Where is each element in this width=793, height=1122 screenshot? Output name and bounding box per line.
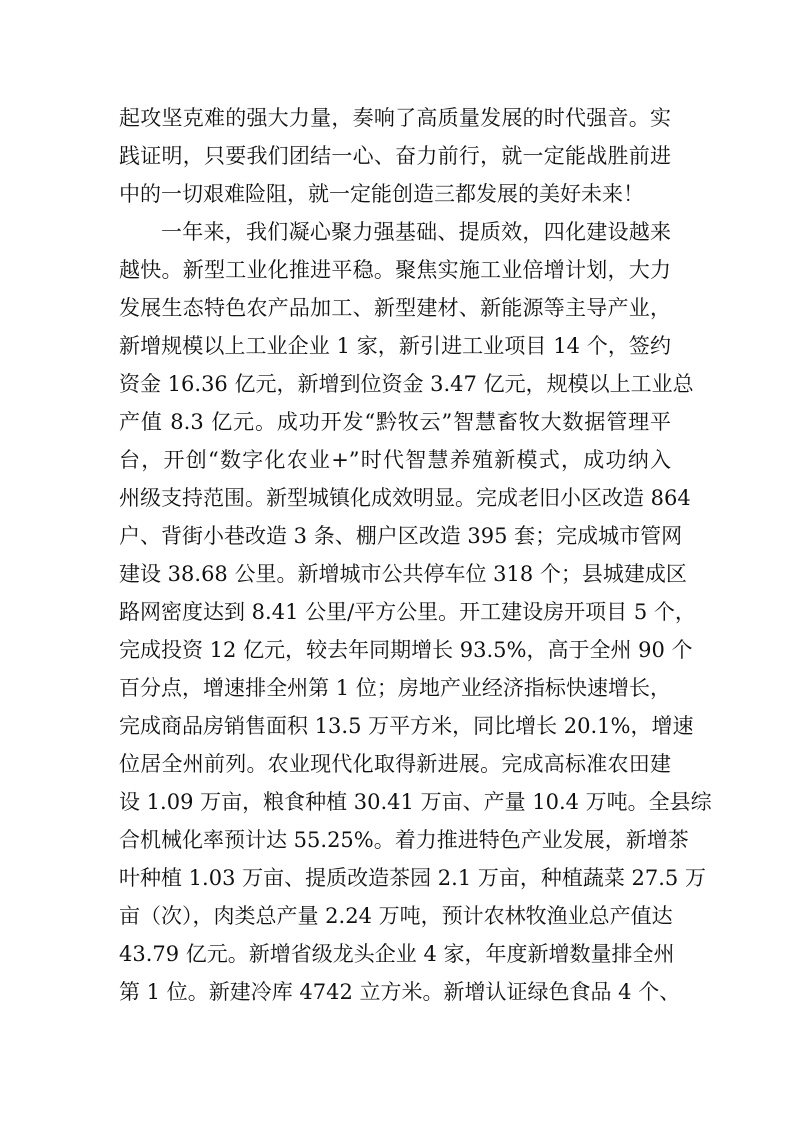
text-line: 越快。新型工业化推进平稳。聚焦实施工业倍增计划，大力 xyxy=(119,258,671,282)
text-line: 台，开创“数字化农业+”时代智慧养殖新模式，成功纳入 xyxy=(119,448,671,472)
text-line: 资金 16.36 亿元，新增到位资金 3.47 亿元，规模以上工业总 xyxy=(119,372,694,396)
text-line: 叶种植 1.03 万亩、提质改造茶园 2.1 万亩，种植蔬菜 27.5 万 xyxy=(119,866,706,890)
text-line: 新增规模以上工业企业 1 家，新引进工业项目 14 个，签约 xyxy=(119,334,671,358)
text-line: 践证明，只要我们团结一心、奋力前行，就一定能战胜前进 xyxy=(119,144,671,168)
text-line: 建设 38.68 公里。新增城市公共停车位 318 个；县城建成区 xyxy=(119,562,687,586)
text-line: 路网密度达到 8.41 公里/平方公里。开工建设房开项目 5 个， xyxy=(119,600,696,624)
text-line: 合机械化率预计达 55.25%。着力推进特色产业发展，新增茶 xyxy=(119,828,689,852)
text-line: 43.79 亿元。新增省级龙头企业 4 家，年度新增数量排全州 xyxy=(119,942,675,966)
text-line: 州级支持范围。新型城镇化成效明显。完成老旧小区改造 864 xyxy=(119,486,691,510)
text-line: 产值 8.3 亿元。成功开发“黔牧云”智慧畜牧大数据管理平 xyxy=(119,410,671,434)
text-line: 百分点，增速排全州第 1 位；房地产业经济指标快速增长， xyxy=(119,676,671,700)
text-line: 户、背街小巷改造 3 条、棚户区改造 395 套；完成城市管网 xyxy=(119,524,683,548)
text-line: 完成投资 12 亿元，较去年同期增长 93.5%，高于全州 90 个 xyxy=(119,638,693,662)
text-line: 起攻坚克难的强大力量，奏响了高质量发展的时代强音。实 xyxy=(119,106,671,130)
text-line: 亩（次），肉类总产量 2.24 万吨，预计农林牧渔业总产值达 xyxy=(119,904,673,928)
text-line: 中的一切艰难险阻，就一定能创造三都发展的美好未来！ xyxy=(119,182,644,206)
text-line: 设 1.09 万亩，粮食种植 30.41 万亩、产量 10.4 万吨。全县综 xyxy=(119,790,712,814)
text-line: 位居全州前列。农业现代化取得新进展。完成高标准农田建 xyxy=(119,752,671,776)
text-line: 完成商品房销售面积 13.5 万平方米，同比增长 20.1%，增速 xyxy=(119,714,694,738)
text-line: 发展生态特色农产品加工、新型建材、新能源等主导产业， xyxy=(119,296,671,320)
text-line: 第 1 位。新建冷库 4742 立方米。新增认证绿色食品 4 个、 xyxy=(119,980,681,1004)
paragraph-first-line: 一年来，我们凝心聚力强基础、提质效，四化建设越来 xyxy=(161,220,671,244)
